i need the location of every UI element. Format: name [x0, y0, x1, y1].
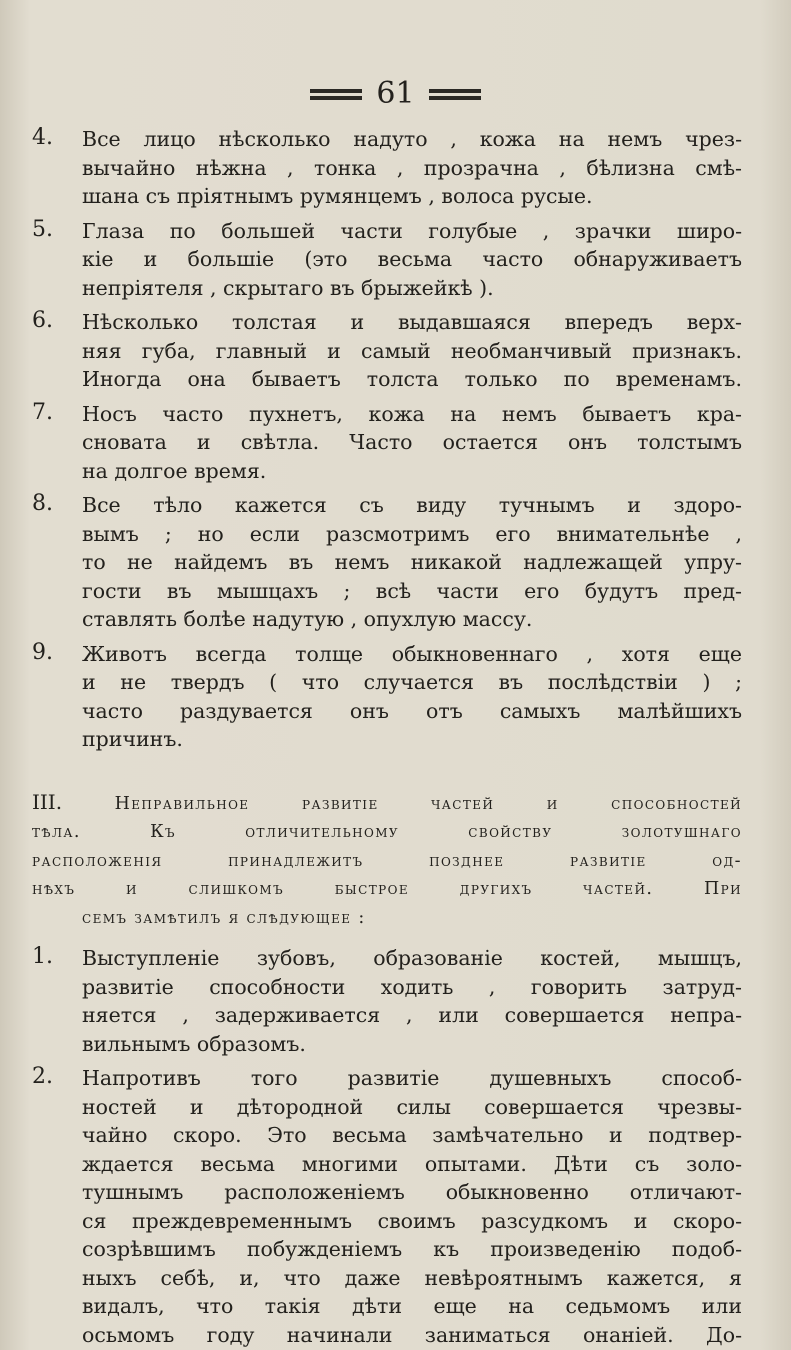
- text-line: тушнымъ расположеніемъ обыкновенно отличают-: [82, 1180, 742, 1204]
- page-header: [0, 72, 791, 116]
- text-line: то не найдемъ въ немъ никакой надлежащей упру-: [82, 550, 742, 574]
- text-line: шана съ пріятнымъ румянцемъ , волоса русые.: [82, 184, 593, 208]
- text-line: Выступленіе зубовъ, образованіе костей, мышцъ,: [82, 946, 742, 970]
- item-number: 6.: [32, 308, 53, 333]
- text-line: Все тѣло кажется съ виду тучнымъ и здоро-: [82, 493, 742, 517]
- section-roman: III.: [32, 789, 63, 814]
- section-line: тѣла. Къ отличительному свойству золотушнаго: [32, 822, 742, 842]
- page-number: 61: [376, 76, 415, 111]
- text-line: гости въ мышцахъ ; всѣ части его будутъ пред-: [82, 578, 742, 603]
- text-line: кіе и большіе (это весьма часто обнаруживаетъ: [82, 247, 742, 271]
- text-line: на долгое время.: [82, 458, 267, 483]
- header-rule-left: [310, 86, 362, 103]
- text-line: ностей и дѣтородной силы совершается чрезвы-: [82, 1094, 742, 1119]
- text-line: созрѣвшимъ побужденіемъ къ произведенію подоб-: [82, 1237, 742, 1261]
- section-line: семъ замѣтилъ я слѣдующее :: [82, 907, 366, 928]
- item-number: 1.: [32, 944, 53, 969]
- text-line: Все лицо нѣсколько надуто , кожа на немъ чрез-: [82, 127, 742, 151]
- text-line: и не твердъ ( что случается въ послѣдствіи ) ;: [82, 670, 742, 694]
- text-line: причинъ.: [82, 727, 183, 751]
- text-line: видалъ, что такія дѣти еще на седьмомъ или: [82, 1294, 742, 1318]
- text-line: няется , задерживается , или совершается непра-: [82, 1003, 742, 1027]
- text-line: вильнымъ образомъ.: [82, 1031, 306, 1056]
- page-body: [32, 125, 742, 1349]
- text-line: Глаза по большей части голубые , зрачки широ-: [82, 218, 742, 243]
- text-line: чайно скоро. Это весьма замѣчательно и подтвер-: [82, 1123, 742, 1147]
- text-line: ставлять болѣе надутую , опухлую массу.: [82, 607, 533, 631]
- text-line: ждается весьма многими опытами. Дѣти съ золо-: [82, 1151, 742, 1176]
- item-number: 2.: [32, 1064, 53, 1089]
- text-line: ся преждевременнымъ своимъ разсудкомъ и скоро-: [82, 1208, 742, 1233]
- item-number: 4.: [32, 125, 53, 150]
- item-number: 9.: [32, 639, 53, 665]
- list-item: [32, 491, 742, 634]
- list-item: [32, 308, 742, 394]
- item-number: 7.: [32, 399, 53, 425]
- text-line: Иногда она бываетъ толста только по временамъ.: [82, 367, 742, 391]
- section-line: [32, 788, 742, 819]
- text-line: развитіе способности ходить , говорить затруд-: [82, 974, 742, 999]
- text-line: сновата и свѣтла. Часто остается онъ толстымъ: [82, 430, 742, 454]
- list-item: [32, 217, 742, 303]
- text-line: Носъ часто пухнетъ, кожа на немъ бываетъ кра-: [82, 401, 742, 426]
- text-line: непріятеля , скрытаго въ брыжейкѣ ).: [82, 275, 494, 300]
- text-line: вымъ ; но если разсмотримъ его внимательнѣе ,: [82, 521, 742, 546]
- section-line: расположенія принадлежитъ позднее развитіе од-: [32, 850, 742, 871]
- text-line: няя губа, главный и самый необманчивый признакъ.: [82, 338, 742, 363]
- text-line: Животъ всегда толще обыкновеннаго , хотя еще: [82, 641, 742, 666]
- section-heading: [32, 788, 742, 933]
- text-line: осьмомъ году начинали заниматься онаніей. До-: [82, 1322, 742, 1347]
- header-rule-right: [429, 86, 481, 103]
- text-line: ныхъ себѣ, и, что даже невѣроятнымъ кажется, я: [82, 1265, 742, 1290]
- item-number: 5.: [32, 216, 53, 242]
- text-line: Напротивъ того развитіе душевныхъ способ-: [82, 1066, 742, 1090]
- list-item: [32, 640, 742, 754]
- list-item: [32, 125, 742, 211]
- text-line: вычайно нѣжна , тонка , прозрачна , бѣлизна смѣ-: [82, 155, 742, 180]
- section-line: нѣхъ и слишкомъ быстрое другихъ частей. При: [32, 879, 742, 899]
- section-text: Неправильное развитіе частей и способностей: [114, 793, 742, 814]
- item-number: 8.: [32, 491, 53, 516]
- text-line: часто раздувается онъ отъ самыхъ малѣйшихъ: [82, 698, 742, 723]
- list-item: [32, 1064, 742, 1349]
- text-line: Нѣсколько толстая и выдавшаяся впередъ верх-: [82, 310, 742, 334]
- list-item: [32, 400, 742, 486]
- list-item: [32, 944, 742, 1058]
